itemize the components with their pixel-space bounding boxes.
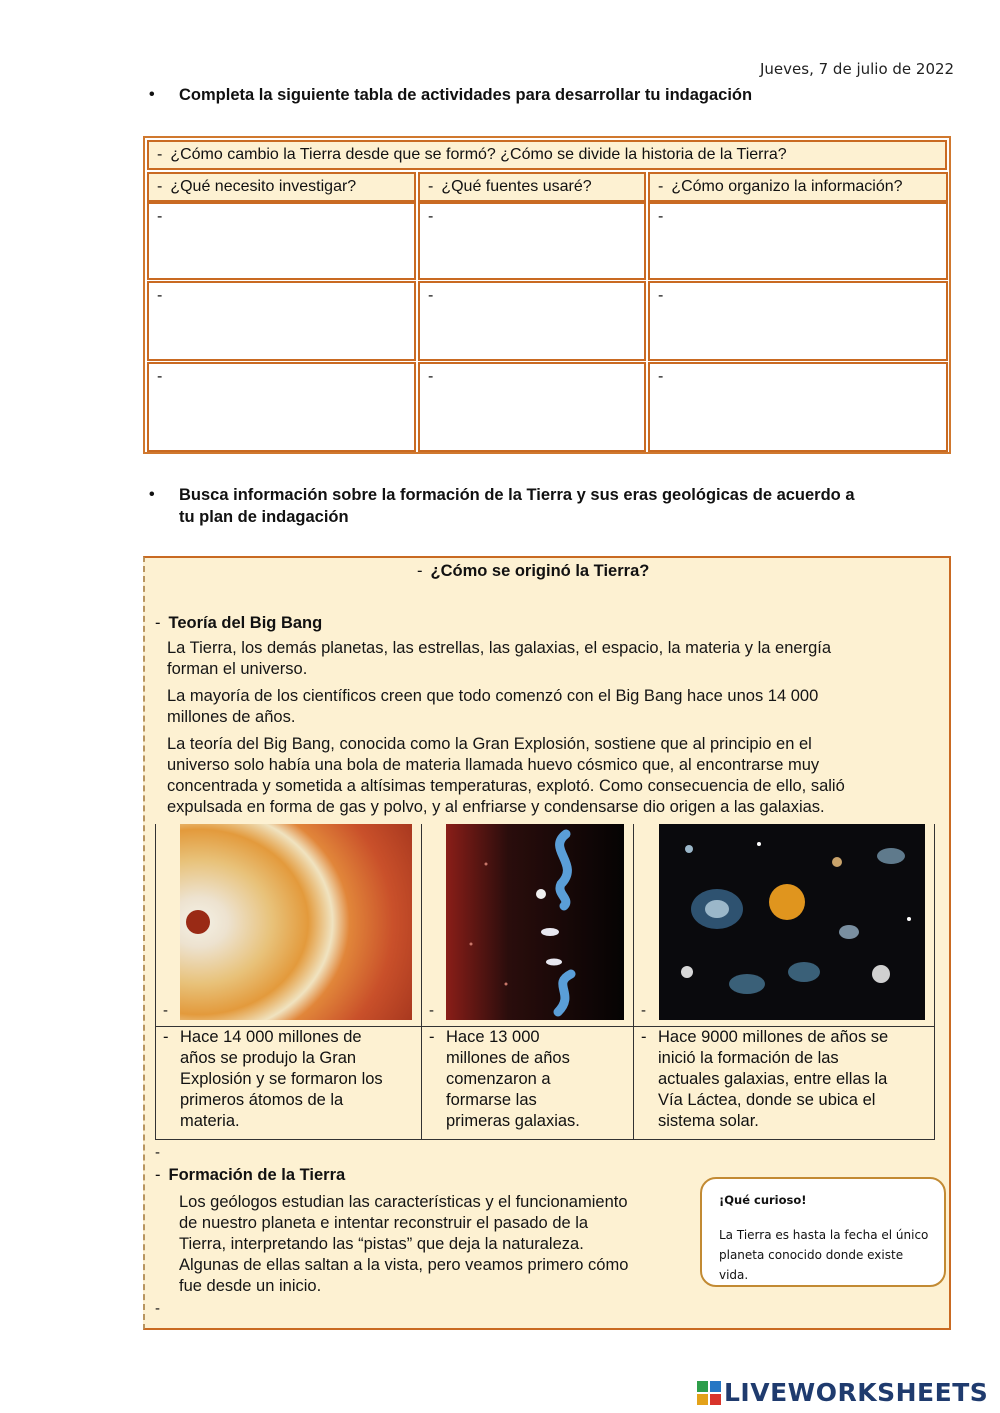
text-line: La teoría del Big Bang, conocida como la Gran Explosión, sostiene que al principio en el: [167, 735, 812, 753]
answer-cell[interactable]: [147, 202, 416, 280]
dash: -: [658, 178, 664, 195]
answer-cell[interactable]: [418, 362, 646, 452]
text-line: fue desde un inicio.: [179, 1277, 322, 1295]
dash: -: [658, 208, 664, 225]
section-2-title: [155, 1166, 345, 1185]
column-label: ¿Qué fuentes usaré?: [441, 178, 592, 195]
section-title-text: Teoría del Big Bang: [168, 614, 323, 632]
dash: -: [429, 1002, 434, 1019]
big-bang-image: [180, 824, 412, 1020]
dash: -: [417, 562, 423, 580]
section-title-text: Formación de la Tierra: [168, 1166, 346, 1184]
caption-line: Hace 14 000 millones de: [180, 1028, 362, 1046]
dash: -: [157, 368, 163, 385]
answer-cell[interactable]: [648, 362, 948, 452]
instruction-2-line: Busca información sobre la formación de la Tierra y sus eras geológicas de acuerdo a: [179, 486, 855, 504]
caption-line: formarse las: [446, 1091, 537, 1109]
text-line: La mayoría de los científicos creen que todo comenzó con el Big Bang hace unos 14 000: [167, 687, 819, 705]
galaxies-forming-image: [446, 824, 624, 1020]
answer-cell[interactable]: [147, 362, 416, 452]
info-heading: [417, 562, 649, 581]
text-line: de nuestro planeta e intentar reconstruir el pasado de la: [179, 1214, 589, 1232]
caption-line: inició la formación de las: [658, 1049, 839, 1067]
answer-cell[interactable]: [648, 202, 948, 280]
table-header-organizo: [648, 172, 948, 202]
table-border: [421, 824, 422, 1140]
curious-text: [719, 1225, 928, 1285]
activity-table: [143, 136, 951, 454]
column-label: ¿Qué necesito investigar?: [170, 178, 357, 195]
dash: -: [428, 208, 434, 225]
dash: -: [157, 146, 163, 163]
caption-line: millones de años: [446, 1049, 570, 1067]
table-question: ¿Cómo cambio la Tierra desde que se formó? ¿Cómo se divide la historia de la Tierra?: [170, 146, 787, 163]
table-question-cell: [147, 140, 947, 170]
curious-line: planeta conocido donde existe: [719, 1248, 904, 1262]
dash: -: [641, 1002, 646, 1019]
curious-line: La Tierra es hasta la fecha el único: [719, 1228, 929, 1242]
caption-line: años se produjo la Gran: [180, 1049, 357, 1067]
dash: -: [428, 287, 434, 304]
dash: -: [428, 368, 434, 385]
text-line: expulsada en forma de gas y polvo, y al enfriarse y condensarse dio origen a las galaxias.: [167, 798, 825, 816]
curious-line: vida.: [719, 1268, 749, 1282]
table-border: [155, 1139, 935, 1140]
caption-line: comenzaron a: [446, 1070, 551, 1088]
liveworksheets-logo: LIVEWORKSHEETS: [724, 1378, 989, 1407]
caption-line: Hace 9000 millones de años se: [658, 1028, 889, 1046]
text-line: Algunas de ellas saltan a la vista, pero veamos primero cómo: [179, 1256, 629, 1274]
caption-line: primeros átomos de la: [180, 1091, 344, 1109]
caption-line: materia.: [180, 1112, 240, 1130]
caption-line: actuales galaxias, entre ellas la: [658, 1070, 888, 1088]
liveworksheets-logo-icon: [697, 1381, 721, 1405]
table-border: [155, 824, 156, 1140]
dash: -: [157, 178, 163, 195]
dash: -: [157, 287, 163, 304]
paragraph-4: [179, 1192, 628, 1297]
dash: -: [429, 1028, 435, 1046]
dash: -: [163, 1028, 169, 1046]
paragraph-3: [167, 734, 845, 818]
instruction-2-line: tu plan de indagación: [179, 508, 349, 526]
date-label: Jueves, 7 de julio de 2022: [760, 60, 955, 78]
dash: -: [641, 1028, 647, 1046]
text-line: Los geólogos estudian las características y el funcionamiento: [179, 1193, 628, 1211]
text-line: forman el universo.: [167, 660, 308, 678]
heading-text: ¿Cómo se originó la Tierra?: [430, 562, 650, 580]
bullet-icon: •: [149, 486, 155, 503]
image-table: [155, 824, 935, 1140]
dash: -: [155, 614, 161, 632]
text-line: La Tierra, los demás planetas, las estrellas, las galaxias, el espacio, la materia y la energía: [167, 639, 832, 657]
dash: -: [155, 1144, 160, 1161]
dash: -: [163, 1002, 168, 1019]
section-1-title: [155, 614, 322, 633]
bullet-icon: •: [149, 86, 155, 103]
answer-cell[interactable]: [418, 281, 646, 361]
curious-title: ¡Qué curioso!: [719, 1193, 807, 1207]
caption-line: Vía Láctea, donde se ubica el: [658, 1091, 876, 1109]
dash: -: [658, 287, 664, 304]
text-line: concentrada y sometida a altísimas temperaturas, explotó. Como consecuencia de ello, salió: [167, 777, 845, 795]
table-header-investigar: [147, 172, 416, 202]
universe-galaxies-image: [659, 824, 925, 1020]
instruction-2: [149, 484, 855, 528]
dash: -: [155, 1166, 161, 1184]
instruction-1: [149, 86, 753, 105]
curious-callout: [700, 1177, 946, 1287]
dash: -: [155, 1300, 160, 1317]
caption-line: Hace 13 000: [446, 1028, 540, 1046]
text-line: Tierra, interpretando las “pistas” que deja la naturaleza.: [179, 1235, 584, 1253]
dash: -: [428, 178, 434, 195]
table-header-fuentes: [418, 172, 646, 202]
answer-cell[interactable]: [418, 202, 646, 280]
paragraph-2: [167, 686, 818, 728]
instruction-1-text: Completa la siguiente tabla de actividades para desarrollar tu indagación: [179, 86, 753, 104]
paragraph-1: [167, 638, 831, 680]
caption-line: primeras galaxias.: [446, 1112, 580, 1130]
caption-line: Explosión y se formaron los: [180, 1070, 383, 1088]
answer-cell[interactable]: [147, 281, 416, 361]
dash: -: [658, 368, 664, 385]
caption-line: sistema solar.: [658, 1112, 759, 1130]
text-line: millones de años.: [167, 708, 296, 726]
dash: -: [157, 208, 163, 225]
text-line: universo solo había una bola de materia llamada huevo cósmico que, al encontrarse muy: [167, 756, 820, 774]
column-label: ¿Cómo organizo la información?: [671, 178, 903, 195]
answer-cell[interactable]: [648, 281, 948, 361]
